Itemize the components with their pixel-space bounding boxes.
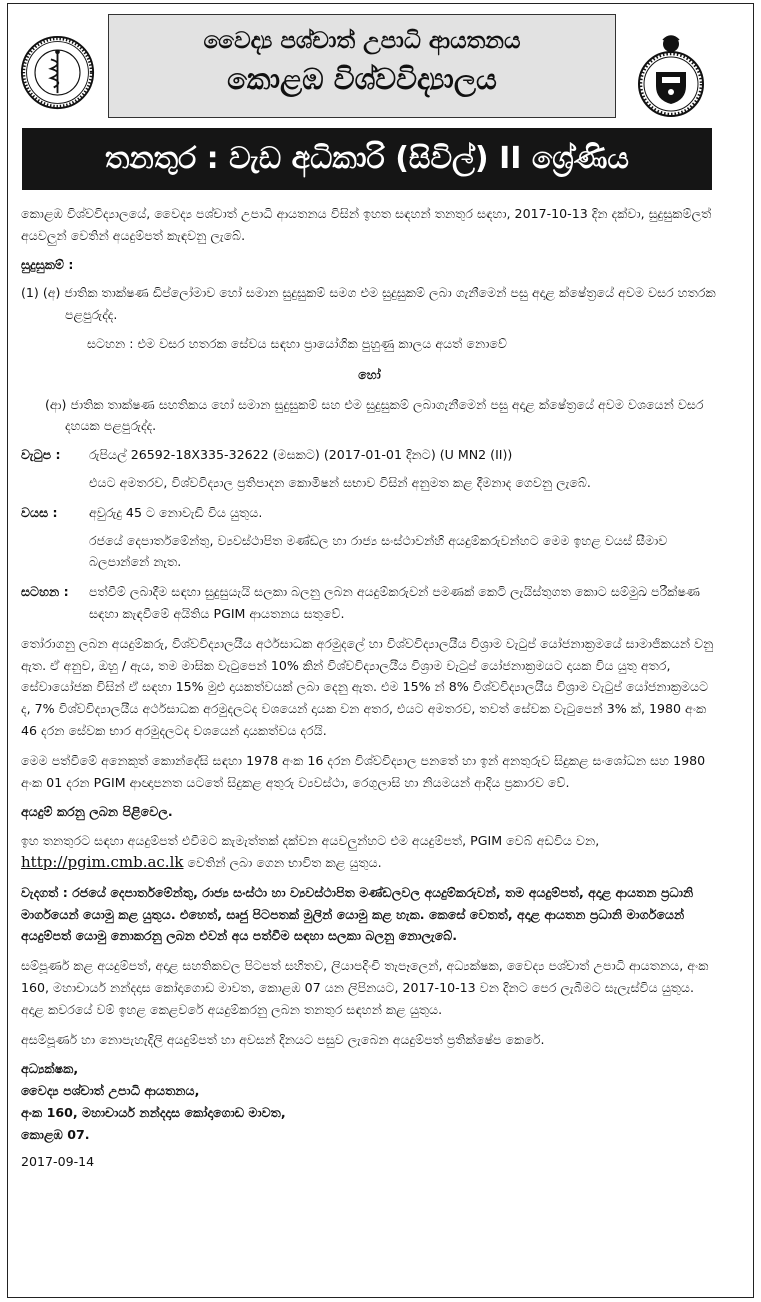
submission-paragraph: සම්පූර්ණ කළ අයදුම්පත්, අදාළ සහතිකවල පිටපත් සහිතව, ලියාපදිංචි තැපෑලෙන්, අධ්‍යක්ෂක, වෛද්‍ය පශ්චාත් උපාධි ආයතනය, අංක 160, මහාචාර්ය නන්දදාස කෝදාගොඩ මාවත, කොළඹ 07 යන ලිපිනයට, 2017-10-13 වන දිනට පෙර ලැබීමට සැලැස්විය යුතුය. අදාළ කවරයේ වම් ඉහළ කෙළවරේ අයදුම්කරනු ලබන තනතුර සඳහන් කළ යුතුය.: [21, 958, 709, 1017]
age-limit: අවුරුදු 45 ට නොවැඩි විය යුතුය.: [89, 504, 263, 520]
rejection-paragraph: අසම්පූර්ණ හා නොපැහැදිලි අයදුම්පත් හා අවසන් දිනයට පසුව ලැබෙන අයදුම්පත් ප්‍රතික්ෂේප කෙරේ.: [21, 1031, 545, 1047]
important-paragraph: වැදගත් : රජයේ දෙපාර්තමේන්තු, රාජ්‍ය සංස්ථා හා ව්‍යවස්ථාපිත මණ්ඩලවල අයදුම්කරුවන්, තම අයදුම්පත්, අදාළ ආයතන ප්‍රධානි මාර්ගයෙන් යොමු කළ යුතුය. එහෙත්, සෘජු පිටපතක් මුලින් යොමු කළ හැක. කෙසේ වෙතත්, අදාළ ආයතන ප්‍රධානි මාර්ගයෙන් අයදුම්පත් යොමු නොකරනු ලබන එවන් අය පත්වීම සඳහා සලකා බලනු නොලැබේ.: [21, 884, 694, 944]
signature-block: [21, 1058, 718, 1173]
note-label: සටහන :: [21, 584, 69, 600]
qualification-b: (ආ) ජාතික තාක්ෂණ සහතිකය හෝ සමාන සුදුසුකම් සහ එම සුදුසුකම් ලබාගැනීමෙන් පසු අදාළ ක්ෂේත්‍රයේ අවම වශයෙන් වසර දහයක පළපුරුද්ද.: [45, 396, 704, 434]
qualification-note: සටහන : එම වසර හතරක සේවය සඳහා ප්‍රායෝගික පුහුණු කාලය අයත් නොවේ: [87, 335, 507, 351]
pgim-logo: [20, 35, 95, 110]
age-exemption: රජයේ දෙපාර්තමේන්තු, ව්‍යවස්ථාපිත මණ්ඩල හා රාජ්‍ය සංස්ථාවන්හි අයදුම්කරුවන්හට මෙම ඉහළ වයස් සීමාව බලපාන්නේ නැත.: [89, 532, 668, 570]
header-box: [108, 14, 616, 118]
university-name: කොළඹ විශ්වවිද්‍යාලය: [227, 62, 497, 96]
salary-scale: රුපියල් 26592-18X335-32622 (මසකට) (2017-01-01 දිනට) (U MN2 (II)): [89, 447, 513, 463]
or-separator: හෝ: [358, 366, 381, 382]
apply-text-before: ඉහ තනතුරට සඳහා අයදුම්පත් එවීමට කැමැත්තක් දක්වන අයවලුන්හට එම අයදුම්පත්, PGIM වෙබ් අඩවිය වන,: [21, 833, 600, 849]
intro-paragraph: කොළඹ විශ්වවිද්‍යාලයේ, වෛද්‍ය පශ්චාත් උපාධි ආයතනය විසින් ඉහත සඳහන් තනතුර සඳහා, 2017-10-13 දින දක්වා, සුදුසුකම්ලත් අයවලුන් වෙතින් අයදුම්පත් කැඳවනු ලැබේ.: [21, 206, 712, 243]
application-procedure-heading: අයදුම් කරනු ලබන පිළිවෙල.: [21, 804, 173, 820]
university-crest-logo: [632, 30, 710, 118]
qualification-a: (1) (අ) ජාතික තාක්ෂණ ඩිප්ලෝමාව හෝ සමාන සුදුසුකම් සමග එම සුදුසුකම් ලබා ගැනීමෙන් පසු අදාළ ක්ෂේත්‍රයේ අවම වසර හතරක පළපුරුද්ද.: [21, 285, 716, 323]
pension-paragraph: තෝරාගනු ලබන අයදුම්කරු, විශ්වවිද්‍යාලයීය අර්ථසාධක අරමුදලේ හා විශ්වවිද්‍යාලයීය විශ්‍රාම වැටුප් යෝජනාක්‍රමයේ සාමාජිකයන් වනු ඇත. ඒ අනුව, ඔහු / ඇය, තම මාසික වැටුපෙන් 10% කින් විශ්වවිද්‍යාලයීය විශ්‍රාම වැටුප් යෝජනාක්‍රමයට දායක විය යුතු අතර, සේවායෝජක විසින් ඒ සඳහා 15% මුළු දායකත්වයක් ලබා දෙනු ඇත. එම 15% න් 8% විශ්වවිද්‍යාලයීය විශ්‍රාම වැටුප් යෝජනාක්‍රමයට ද, 7% විශ්වවිද්‍යාලයීය අර්ථසාධක අරමුදලටද වශයෙන් දායක වන අතර, එයට අමතරව, තවත් සේවක වැටුපෙන් 3% ක්, 1980 අංක 46 දරන සේවක භාර අරමුදලටද වශයෙන් දායකත්වය දරයි.: [21, 635, 714, 738]
salary-label: වැටුප :: [21, 447, 61, 463]
institute-name: වෛද්‍ය පශ්චාත් උපාධි ආයතනය: [203, 28, 521, 54]
signature-city: කොළඹ 07.: [21, 1126, 90, 1142]
shortlist-note: පත්වීම් ලබාදීම සඳහා සුදුසුයැයි සලකා බලනු ලබන අයදුම්කරුවන් පමණක් කෙටි ලැයිස්තුගත කොට සම්මුඛ පරීක්ෂණ සඳහා කැඳවීමේ අයිතිය PGIM ආයතනය සතුවේ.: [89, 584, 701, 621]
pgim-website-link[interactable]: http://pgim.cmb.ac.lk: [21, 852, 184, 871]
age-label: වයස :: [21, 504, 58, 520]
apply-text-after: වෙතින් ලබා ගෙන භාවිත කළ යුතුය.: [187, 854, 382, 870]
salary-allowance: එයට අමතරව, විශ්වවිද්‍යාල ප්‍රතිපාදන කොමිෂන් සභාව විසින් අනුමත කළ දීමනාද ගෙවනු ලැබේ.: [89, 474, 591, 490]
application-procedure-paragraph: [21, 830, 718, 874]
position-title: තනතුර : වැඩ අධිකාරි (සිවිල්) II ශ්‍රේණිය: [22, 128, 712, 190]
advertisement-body: [21, 203, 718, 1173]
conditions-paragraph: මෙම පත්වීමේ අනෙකුත් කොන්දේසි සඳහා 1978 අංක 16 දරන විශ්වවිද්‍යාල පනතේ හා ඉන් අනතුරුව සිදුකළ සංශෝධන සහ 1980 අංක 01 දරන PGIM ආඥාපනත යටතේ සිදුකළ අතුරු ව්‍යවස්ථා, රෙගුලාසි හා නියමයන් ආදිය ප්‍රකාරව වේ.: [21, 752, 706, 790]
signature-title: අධ්‍යක්ෂක,: [21, 1061, 79, 1077]
qualifications-heading: සුදුසුකම් :: [21, 256, 74, 272]
signature-institute: වෛද්‍ය පශ්චාත් උපාධි ආයතනය,: [21, 1083, 200, 1099]
signature-date: 2017-09-14: [21, 1154, 95, 1170]
signature-address: අංක 160, මහාචාර්ය නන්දදාස කෝදාගොඩ මාවත,: [21, 1104, 286, 1120]
